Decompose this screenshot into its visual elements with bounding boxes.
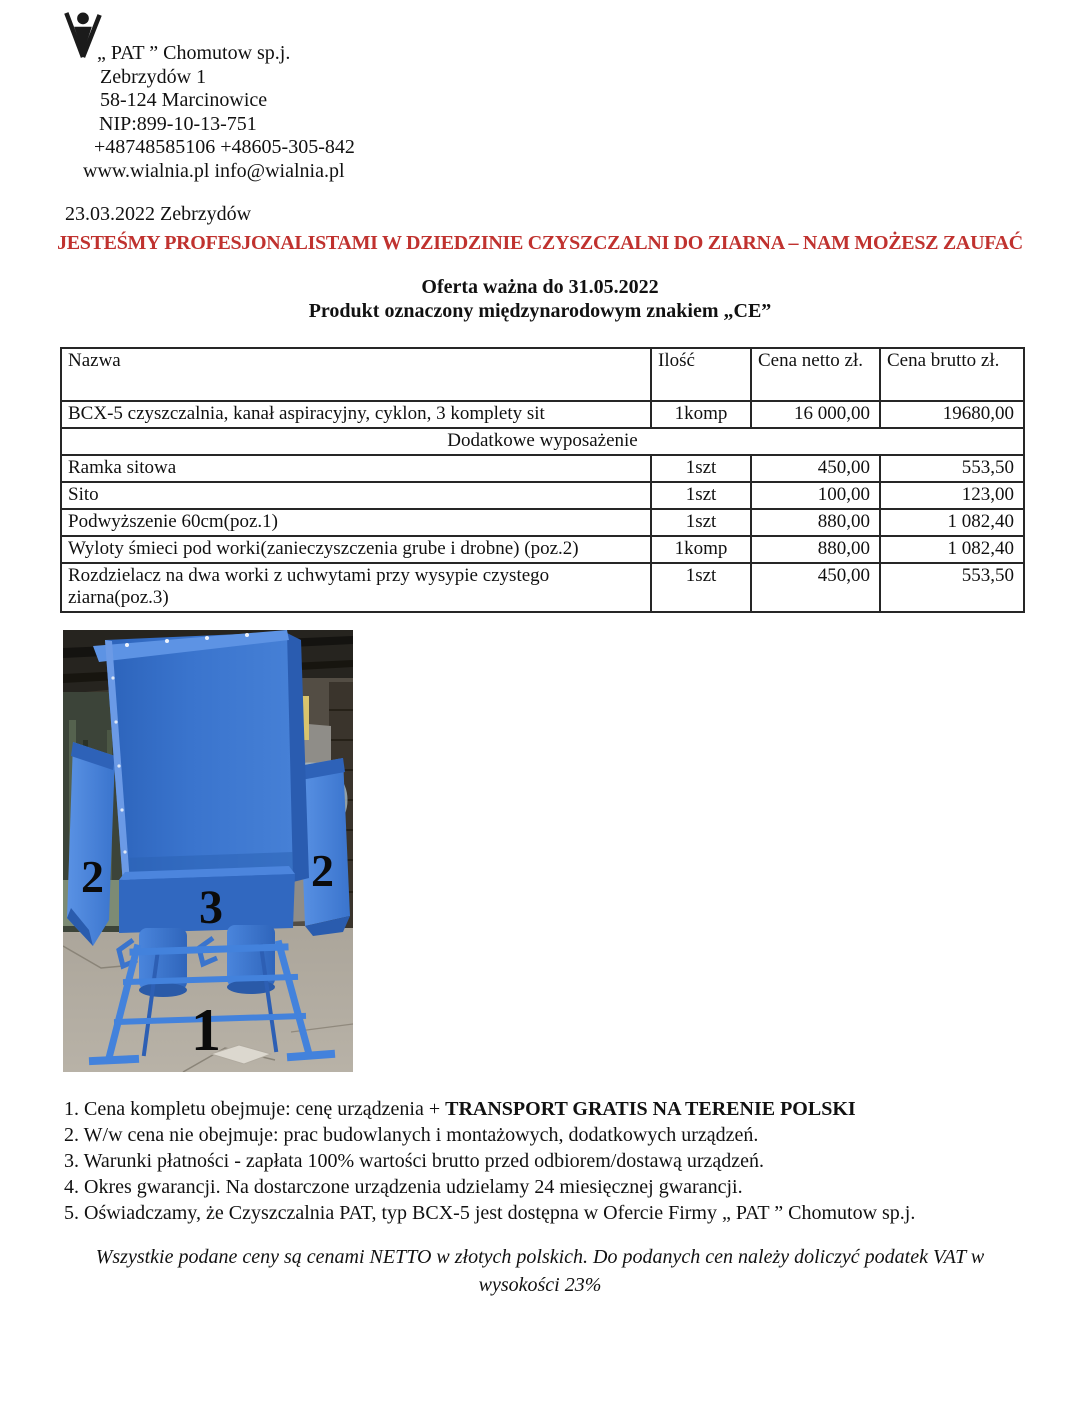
item-qty-cell: 1komp xyxy=(651,401,751,428)
note-text: 5. Oświadczamy, że Czyszczalnia PAT, typ BCX-5 jest dostępna w Ofercie Firmy „ PAT ” Chomutow sp.j. xyxy=(64,1202,916,1224)
item-gross-cell: 19680,00 xyxy=(880,401,1024,428)
offer-ce-line: Produkt oznaczony międzynarodowym znakiem „CE” xyxy=(308,300,772,322)
company-address-street: Zebrzydów 1 xyxy=(100,65,207,88)
vat-disclaimer-line2: wysokości 23% xyxy=(478,1274,602,1296)
note-item xyxy=(64,1200,1024,1226)
item-net-cell: 450,00 xyxy=(751,455,880,482)
item-qty-cell: 1szt xyxy=(651,455,751,482)
item-name-cell: Rozdzielacz na dwa worki z uchwytami przy wysypie czystego ziarna(poz.3) xyxy=(61,563,651,612)
item-net-cell: 100,00 xyxy=(751,482,880,509)
item-name-cell: Ramka sitowa xyxy=(61,455,651,482)
table-section-row xyxy=(61,428,1024,455)
item-net-cell: 450,00 xyxy=(751,563,880,612)
table-row xyxy=(61,536,1024,563)
photo-label-3: 3 xyxy=(199,881,223,934)
header-net-cell: Cena netto zł. xyxy=(751,348,880,401)
item-gross-cell: 553,50 xyxy=(880,455,1024,482)
item-gross-cell: 1 082,40 xyxy=(880,509,1024,536)
company-address-city: 58-124 Marcinowice xyxy=(100,89,268,111)
item-name-cell: Sito xyxy=(61,482,651,509)
vat-disclaimer-line1: Wszystkie podane ceny są cenami NETTO w złotych polskich. Do podanych cen należy doliczyć podatek VAT w xyxy=(95,1246,985,1268)
machine-photo xyxy=(63,630,353,1072)
note-item xyxy=(64,1122,1024,1148)
note-text: 2. W/w cena nie obejmuje: prac budowlanych i montażowych, dodatkowych urządzeń. xyxy=(64,1124,759,1146)
table-row xyxy=(61,455,1024,482)
photo-label-2-right: 2 xyxy=(311,845,334,896)
date-place-line: 23.03.2022 Zebrzydów xyxy=(65,203,252,225)
header-qty-cell: Ilość xyxy=(651,348,751,401)
note-item xyxy=(64,1148,1024,1174)
section-title-cell: Dodatkowe wyposażenie xyxy=(61,428,1024,455)
table-row xyxy=(61,509,1024,536)
header-name-cell: Nazwa xyxy=(61,348,651,401)
price-table xyxy=(60,347,1025,613)
item-name-cell: Podwyższenie 60cm(poz.1) xyxy=(61,509,651,536)
offer-validity-line: Oferta ważna do 31.05.2022 xyxy=(421,276,659,298)
item-qty-cell: 1szt xyxy=(651,509,751,536)
note-item xyxy=(64,1174,1024,1200)
red-tagline: JESTEŚMY PROFESJONALISTAMI W DZIEDZINIE CZYSZCZALNI DO ZIARNA – NAM MOŻESZ ZAUFAĆ xyxy=(57,232,1023,254)
machine-body xyxy=(93,630,309,885)
company-web-email: www.wialnia.pl info@wialnia.pl xyxy=(83,159,345,182)
notes-list xyxy=(64,1096,1024,1226)
note-text: 4. Okres gwarancji. Na dostarczone urządzenia udzielamy 24 miesięcznej gwarancji. xyxy=(64,1176,743,1198)
header-gross-cell: Cena brutto zł. xyxy=(880,348,1024,401)
item-net-cell: 880,00 xyxy=(751,536,880,563)
note-text: 3. Warunki płatności - zapłata 100% wartości brutto przed odbiorem/dostawą urządzeń. xyxy=(64,1150,765,1172)
company-nip: NIP:899-10-13-751 xyxy=(99,112,257,135)
table-row xyxy=(61,563,1024,612)
note-text: 1. Cena kompletu obejmuje: cenę urządzenia + xyxy=(64,1098,446,1120)
item-net-cell: 16 000,00 xyxy=(751,401,880,428)
company-name: „ PAT ” Chomutow sp.j. xyxy=(97,42,291,64)
company-phones: +48748585106 +48605-305-842 xyxy=(94,136,355,158)
item-name-cell: Wyloty śmieci pod worki(zanieczyszczenia grube i drobne) (poz.2) xyxy=(61,536,651,563)
item-gross-cell: 553,50 xyxy=(880,563,1024,612)
item-name-cell: BCX-5 czyszczalnia, kanał aspiracyjny, cyklon, 3 komplety sit xyxy=(61,401,651,428)
photo-label-1: 1 xyxy=(191,997,221,1063)
company-info-block xyxy=(83,42,355,183)
vat-disclaimer xyxy=(0,1243,1080,1299)
photo-label-2-left: 2 xyxy=(81,851,104,902)
item-net-cell: 880,00 xyxy=(751,509,880,536)
item-gross-cell: 1 082,40 xyxy=(880,536,1024,563)
item-qty-cell: 1komp xyxy=(651,536,751,563)
left-chute xyxy=(67,742,115,946)
item-gross-cell: 123,00 xyxy=(880,482,1024,509)
table-row xyxy=(61,401,1024,428)
note-bold-text: TRANSPORT GRATIS NA TERENIE POLSKI xyxy=(445,1098,856,1120)
item-qty-cell: 1szt xyxy=(651,482,751,509)
table-row xyxy=(61,482,1024,509)
table-header-row xyxy=(61,348,1024,401)
item-qty-cell: 1szt xyxy=(651,563,751,612)
note-item xyxy=(64,1096,1024,1122)
